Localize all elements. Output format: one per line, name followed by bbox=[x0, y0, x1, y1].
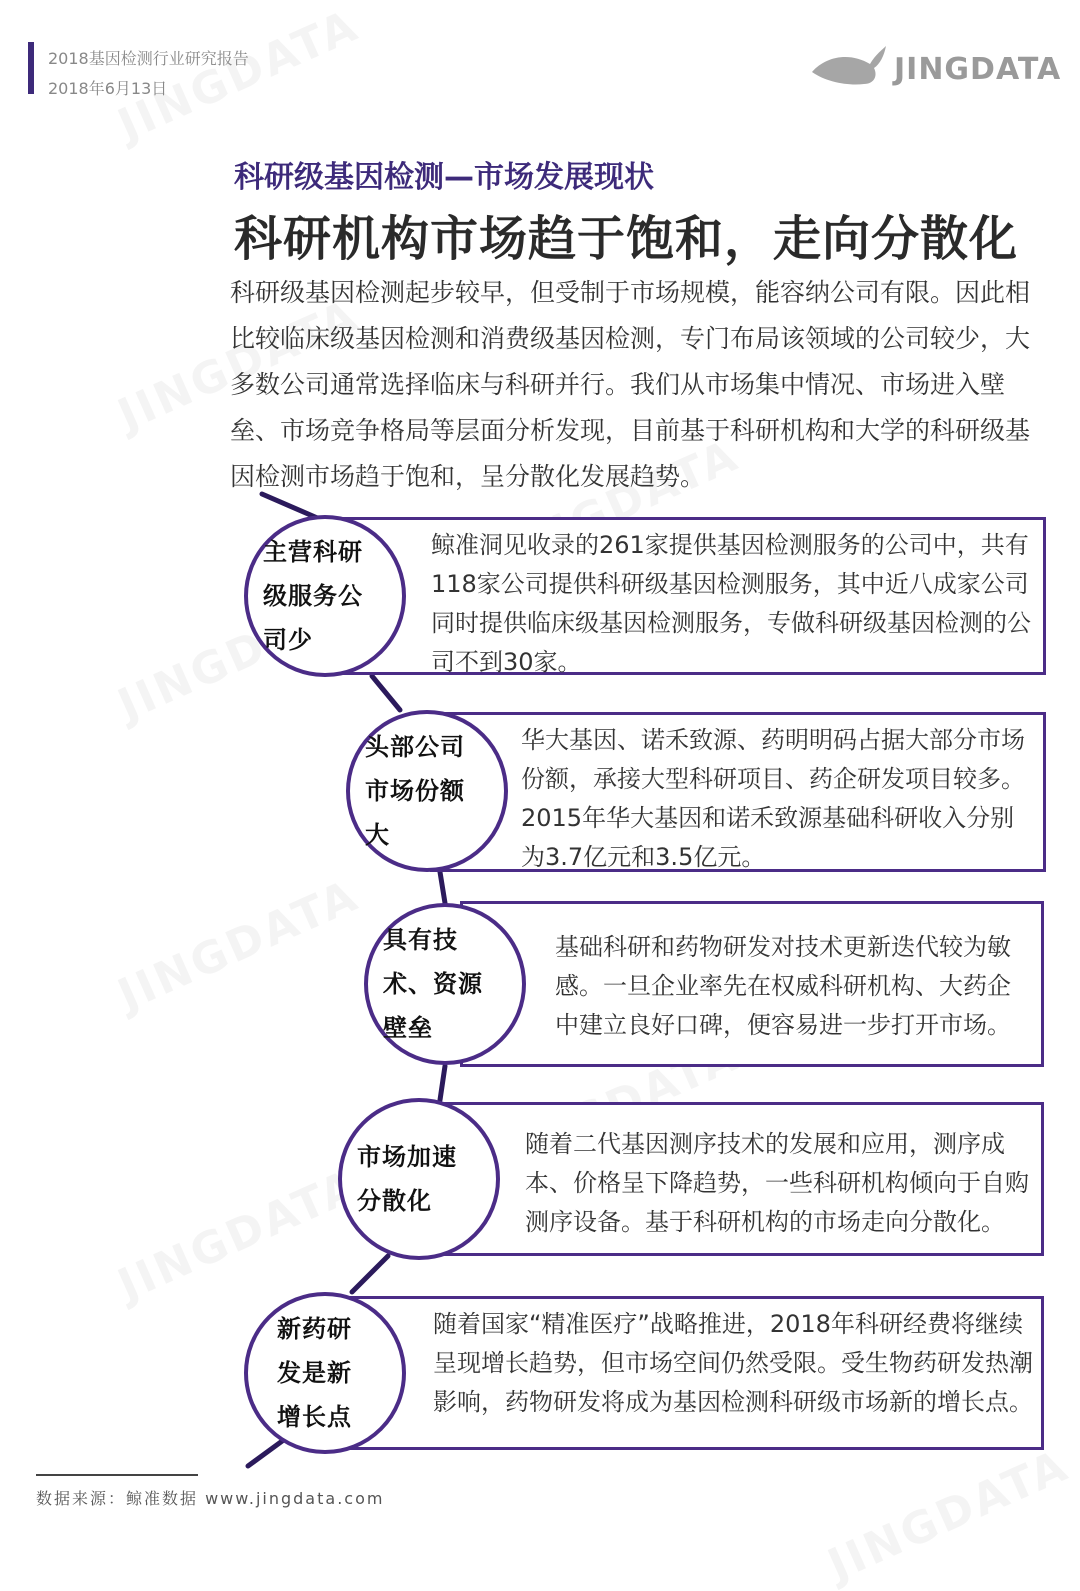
finding-label: 主营科研级服务公司少 bbox=[263, 538, 363, 654]
finding-circle bbox=[244, 515, 406, 677]
finding-circle bbox=[338, 1098, 500, 1260]
page-title: 科研机构市场趋于饱和，走向分散化 bbox=[234, 211, 1019, 267]
finding-circle bbox=[346, 710, 508, 872]
finding-box bbox=[460, 901, 1044, 1067]
intro-paragraph: 科研级基因检测起步较早，但受制于市场规模，能容纳公司有限。因此相比较临床级基因检测和消费级基因检测，专门布局该领域的公司较少，大多数公司通常选择临床与科研并行。我们从市场集中情况、市场进入壁垒、市场竞争格局等层面分析发现，目前基于科研机构和大学的科研级基因检测市场趋于饱和，呈分散化发展趋势。 bbox=[230, 278, 1031, 491]
footer-divider bbox=[36, 1474, 198, 1476]
finding-label: 新药研发是新增长点 bbox=[277, 1315, 352, 1431]
finding-circle bbox=[244, 1292, 406, 1454]
finding-label: 头部公司市场份额大 bbox=[365, 733, 465, 849]
report-title: 2018基因检测行业研究报告 bbox=[48, 49, 249, 68]
finding-text: 随着国家“精准医疗”战略推进，2018年科研经费将继续呈现增长趋势，但市场空间仍然受限。受生物药研发热潮影响，药物研发将成为基因检测科研级市场新的增长点。 bbox=[433, 1310, 1033, 1416]
finding-text: 随着二代基因测序技术的发展和应用，测序成本、价格呈下降趋势，一些科研机构倾向于自购测序设备。基于科研机构的市场走向分散化。 bbox=[525, 1130, 1029, 1236]
finding-text: 基础科研和药物研发对技术更新迭代较为敏感。一旦企业率先在权威科研机构、大药企中建立良好口碑，便容易进一步打开市场。 bbox=[555, 933, 1011, 1039]
data-source: 数据来源：鲸准数据 www.jingdata.com bbox=[36, 1489, 385, 1508]
section-subtitle: 科研级基因检测—市场发展现状 bbox=[234, 160, 654, 195]
finding-circle bbox=[364, 903, 526, 1065]
logo-text: JINGDATA bbox=[894, 52, 1062, 87]
finding-label: 具有技术、资源壁垒 bbox=[383, 926, 483, 1042]
finding-box bbox=[430, 712, 1046, 872]
report-date: 2018年6月13日 bbox=[48, 79, 168, 98]
finding-text: 华大基因、诺禾致源、药明明码占据大部分市场份额，承接大型科研项目、药企研发项目较多。2015年华大基因和诺禾致源基础科研收入分别为3.7亿元和3.5亿元。 bbox=[521, 726, 1025, 871]
finding-box bbox=[340, 1296, 1044, 1450]
finding-box bbox=[334, 517, 1046, 675]
finding-text: 鲸准洞见收录的261家提供基因检测服务的公司中，共有118家公司提供科研级基因检测服务，其中近八成家公司同时提供临床级基因检测服务，专做科研级基因检测的公司不到30家。 bbox=[431, 531, 1031, 676]
finding-box bbox=[430, 1102, 1044, 1256]
finding-label: 市场加速分散化 bbox=[357, 1143, 457, 1215]
